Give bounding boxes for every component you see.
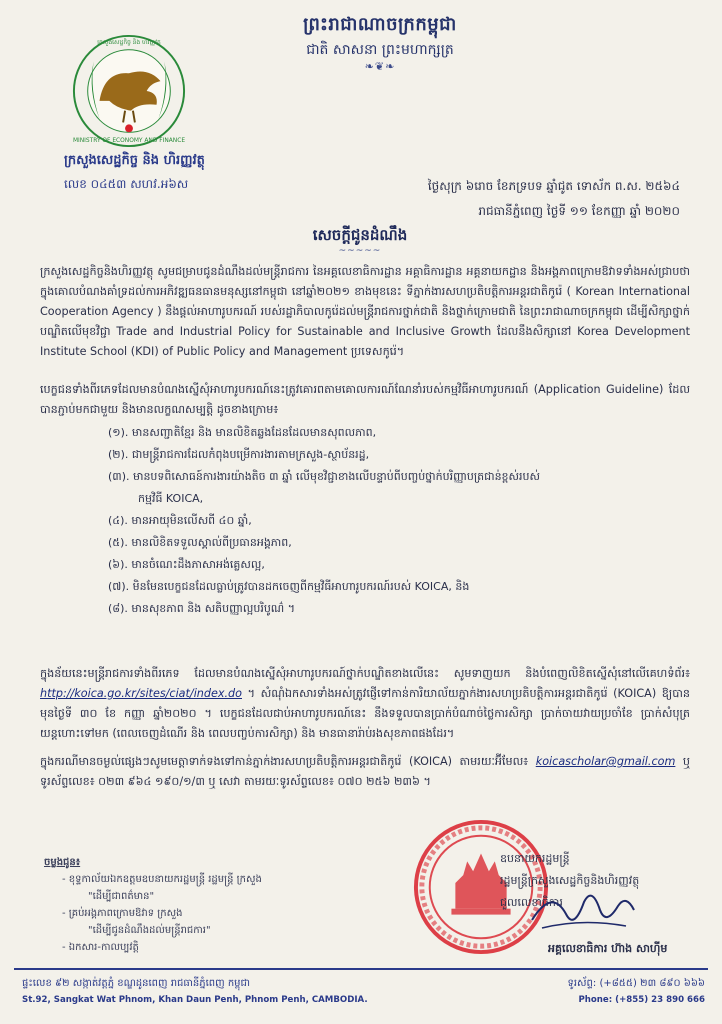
kingdom-title: ព្រះរាជាណាចក្រកម្ពុជា <box>303 14 457 35</box>
gregorian-date: រាជធានីភ្នំពេញ ថ្ងៃទី ១១ ខែកញ្ញា ឆ្នាំ ២០២០ <box>478 204 680 218</box>
paragraph-intro: ក្រសួងសេដ្ឋកិច្ចនិងហិរញ្ញវត្ថុ សូមជម្រាបជូនដំណឹងដល់មន្ត្រីរាជការ នៃអគ្គលេខាធិការដ្ឋាន អគ្គាធិការដ្ឋាន អគ្គនាយកដ្ឋាន និងអង្គភាពក្រោមឱវាទទាំងអស់ជ្រាបថា ក្នុងគោលបំណងគាំទ្រដល់ការអភិវឌ្ឍធនធានមនុស្សនៅកម្ពុជា នៅឆ្នាំ២០២១ ខាងមុខនេះ ទីភ្នាក់ងារសហប្រតិបត្តិការអន្តរជាតិកូរ៉េ ( Korean International Cooperation Agency ) នឹងផ្ដល់អាហារូបករណ៍ របស់រដ្ឋាភិបាលកូរ៉េដល់មន្ត្រីរាជការថ្នាក់ជាតិ និងថ្នាក់ក្រោមជាតិ នៃព្រះរាជាណាចក្រកម្ពុជា ដើម្បីសិក្សាថ្នាក់បណ្ឌិតលើមុខវិជ្ជា Trade and Industrial Policy for Sustainable and Inclusive Growth ដែលនឹងសិក្សានៅ Korea Development Institute School (KDI) of Public Policy and Management ប្រទេសកូរ៉េ។ <box>40 265 690 358</box>
header-ornament: ❧❦❧ <box>364 60 396 73</box>
criteria-list <box>108 422 668 620</box>
cc-item: - ខុទ្ទកាល័យឯកឧត្ដមឧបនាយករដ្ឋមន្ត្រី រដ្ឋមន្ត្រី ក្រសួង <box>62 874 262 885</box>
phone-en: Phone: (+855) 23 890 666 <box>578 995 705 1005</box>
lunar-date: ថ្ងៃសុក្រ ៦រោច ខែភទ្របទ ឆ្នាំជូត ទោស័ក ព.ស. ២៥៦៤ <box>427 179 680 193</box>
criteria-item: (៣). មានបទពិសោធន៍ការងារយ៉ាងតិច ៣ ឆ្នាំ លើមុខវិជ្ជាខាងលើបន្ទាប់ពីបញ្ចប់ថ្នាក់បរិញ្ញាបត្រជាន់ខ្ពស់របស់ <box>108 470 540 483</box>
national-motto: ជាតិ សាសនា ព្រះមហាក្សត្រ <box>306 42 454 58</box>
document-title: សេចក្ដីជូនដំណឹង <box>312 226 408 244</box>
cc-item: - គ្រប់អង្គភាពក្រោមឱវាទ ក្រសួង <box>62 908 183 919</box>
issuing-ministry: ក្រសួងសេដ្ឋកិច្ច និង ហិរញ្ញវត្ថុ <box>64 153 205 168</box>
logo-caption-kh: ក្រសួងសេដ្ឋកិច្ច និង ហិរញ្ញវត្ថុ <box>97 39 161 46</box>
reference-number: លេខ ០៤៥៣ សហវ.អ៦ស <box>64 177 189 191</box>
signatory-name: អគ្គលេខាធិការ ហ៊ាង សាហ៊ីម <box>548 942 668 955</box>
criteria-item: កម្មវិធី KOICA, <box>138 492 204 505</box>
title-ornament: ~~~~~ <box>338 246 382 256</box>
contact-text-cont: ឬ ទូរស័ព្ទលេខ៖ ០២៣ ៩៦៤ ១៩០/១/៣ ឬ សេវា តាមរយៈទូរស័ព្ទលេខ៖ ០៧០ ២៥៦ ២៣៦ ។ <box>40 755 690 788</box>
cc-item-note: "ដើម្បីជូនដំណឹងដល់មន្ត្រីរាជការ" <box>88 925 211 936</box>
application-text: ក្នុងន័យនេះមន្ត្រីរាជការទាំងពីរភេទ ដែលមានបំណងស្នើសុំអាហារូបករណ៍ថ្នាក់បណ្ឌិតខាងលើនេះ សូមទាញយក និងបំពេញលិខិតស្នើសុំនៅលើគេហទំព័រ៖ <box>40 667 690 680</box>
role-line: រដ្ឋមន្ត្រីក្រសួងសេដ្ឋកិច្ចនិងហិរញ្ញវត្ថុ <box>500 874 640 887</box>
application-text-cont: ។ សំណុំឯកសារទាំងអស់ត្រូវផ្ញើទៅកាន់ការិយាល័យភ្នាក់ងារសហប្រតិបត្តិការអន្តរជាតិកូរ៉េ (KOICA) ឱ្យបានមុនថ្ងៃទី ៣០ ខែ កញ្ញា ឆ្នាំ២០២០ ។ បេក្ខជនដែលជាប់អាហារូបករណ៍នេះ នឹងទទួលបានប្រាក់បំណាច់ថ្លៃការសិក្សា ប្រាក់ចាយវាយប្រចាំខែ ប្រាក់សំបុត្រយន្តហោះទៅមក (ពេលចេញដំណើរ និង ពេលបញ្ចប់ការសិក្សា) និង មានធានារ៉ាប់រងសុខភាពផងដែរ។ <box>40 687 690 740</box>
footer-phone <box>480 976 705 1008</box>
paragraph-requirements: បេក្ខជនទាំងពីរភេទដែលមានបំណងស្នើសុំអាហារូបករណ៍នេះត្រូវគោរពតាមគោលការណ៍ណែនាំរបស់កម្មវិធីអាហារូបករណ៍ (Application Guideline) ដែលបានភ្ជាប់មកជាមួយ និងមានលក្ខណសម្បត្តិ ដូចខាងក្រោម៖ <box>40 383 690 416</box>
paragraph-application <box>40 664 690 744</box>
criteria-item: (៦). មានចំណេះដឹងភាសាអង់គ្លេសល្អ, <box>108 558 265 571</box>
footer-address <box>22 976 382 1008</box>
role-line: ឧបនាយករដ្ឋមន្ត្រី <box>500 852 570 865</box>
handwritten-signature <box>522 880 642 940</box>
contact-email-link[interactable]: koicascholar@gmail.com <box>535 755 676 768</box>
koica-website-link[interactable]: http://koica.go.kr/sites/ciat/index.do <box>40 687 242 700</box>
logo-caption: MINISTRY OF ECONOMY AND FINANCE <box>72 138 186 145</box>
phone-kh: ទូរស័ព្ទ: (+៨៥៥) ២៣ ៨៩០ ៦៦៦ <box>567 978 705 989</box>
criteria-item: (២). ជាមន្ត្រីរាជការដែលកំពុងបម្រើការងារតាមក្រសួង-ស្ថាប័នរដ្ឋ, <box>108 448 370 461</box>
criteria-item: (១). មានសញ្ជាតិខ្មែរ និង មានលិខិតឆ្លងដែនដែលមានសុពលភាព, <box>108 426 377 439</box>
cc-list <box>44 854 344 956</box>
cc-heading: ចម្លងជូន៖ <box>44 857 81 868</box>
criteria-item: (៨). មានសុខភាព និង សតិបញ្ញាល្អបរិបូណ៌ ។ <box>108 602 295 615</box>
cc-item-note: "ដើម្បីជាពត៌មាន" <box>88 891 155 902</box>
address-en: St.92, Sangkat Wat Phnom, Khan Daun Penh, Phnom Penh, CAMBODIA. <box>22 995 368 1005</box>
footer-divider <box>14 968 708 970</box>
cc-item: - ឯកសារ-កាលប្បវត្តិ <box>62 942 139 953</box>
contact-text: ក្នុងករណីមានចម្ងល់ផ្សេងៗសូមមេត្តាទាក់ទងទៅកាន់ភ្នាក់ងារសហប្រតិបត្តិការអន្តរជាតិកូរ៉េ (KOICA) តាមរយៈអ៊ីមែល៖ <box>40 755 529 768</box>
paragraph-contact <box>40 752 690 792</box>
criteria-item: (៧). មិនមែនបេក្ខជនដែលធ្លាប់ត្រូវបានដកចេញពីកម្មវិធីអាហារូបករណ៍របស់ KOICA, និង <box>108 580 470 593</box>
role-line: ជួលលេខាធិការ <box>500 896 563 909</box>
criteria-item: (៤). មានអាយុមិនលើសពី ៤០ ឆ្នាំ, <box>108 514 252 527</box>
address-kh: ផ្ទះលេខ ៩២ សង្កាត់វត្តភ្នំ ខណ្ឌដូនពេញ រាជធានីភ្នំពេញ កម្ពុជា <box>22 978 251 989</box>
criteria-item: (៥). មានលិខិតទទួលស្គាល់ពីប្រធានអង្គភាព, <box>108 536 292 549</box>
ministry-logo <box>70 32 188 150</box>
